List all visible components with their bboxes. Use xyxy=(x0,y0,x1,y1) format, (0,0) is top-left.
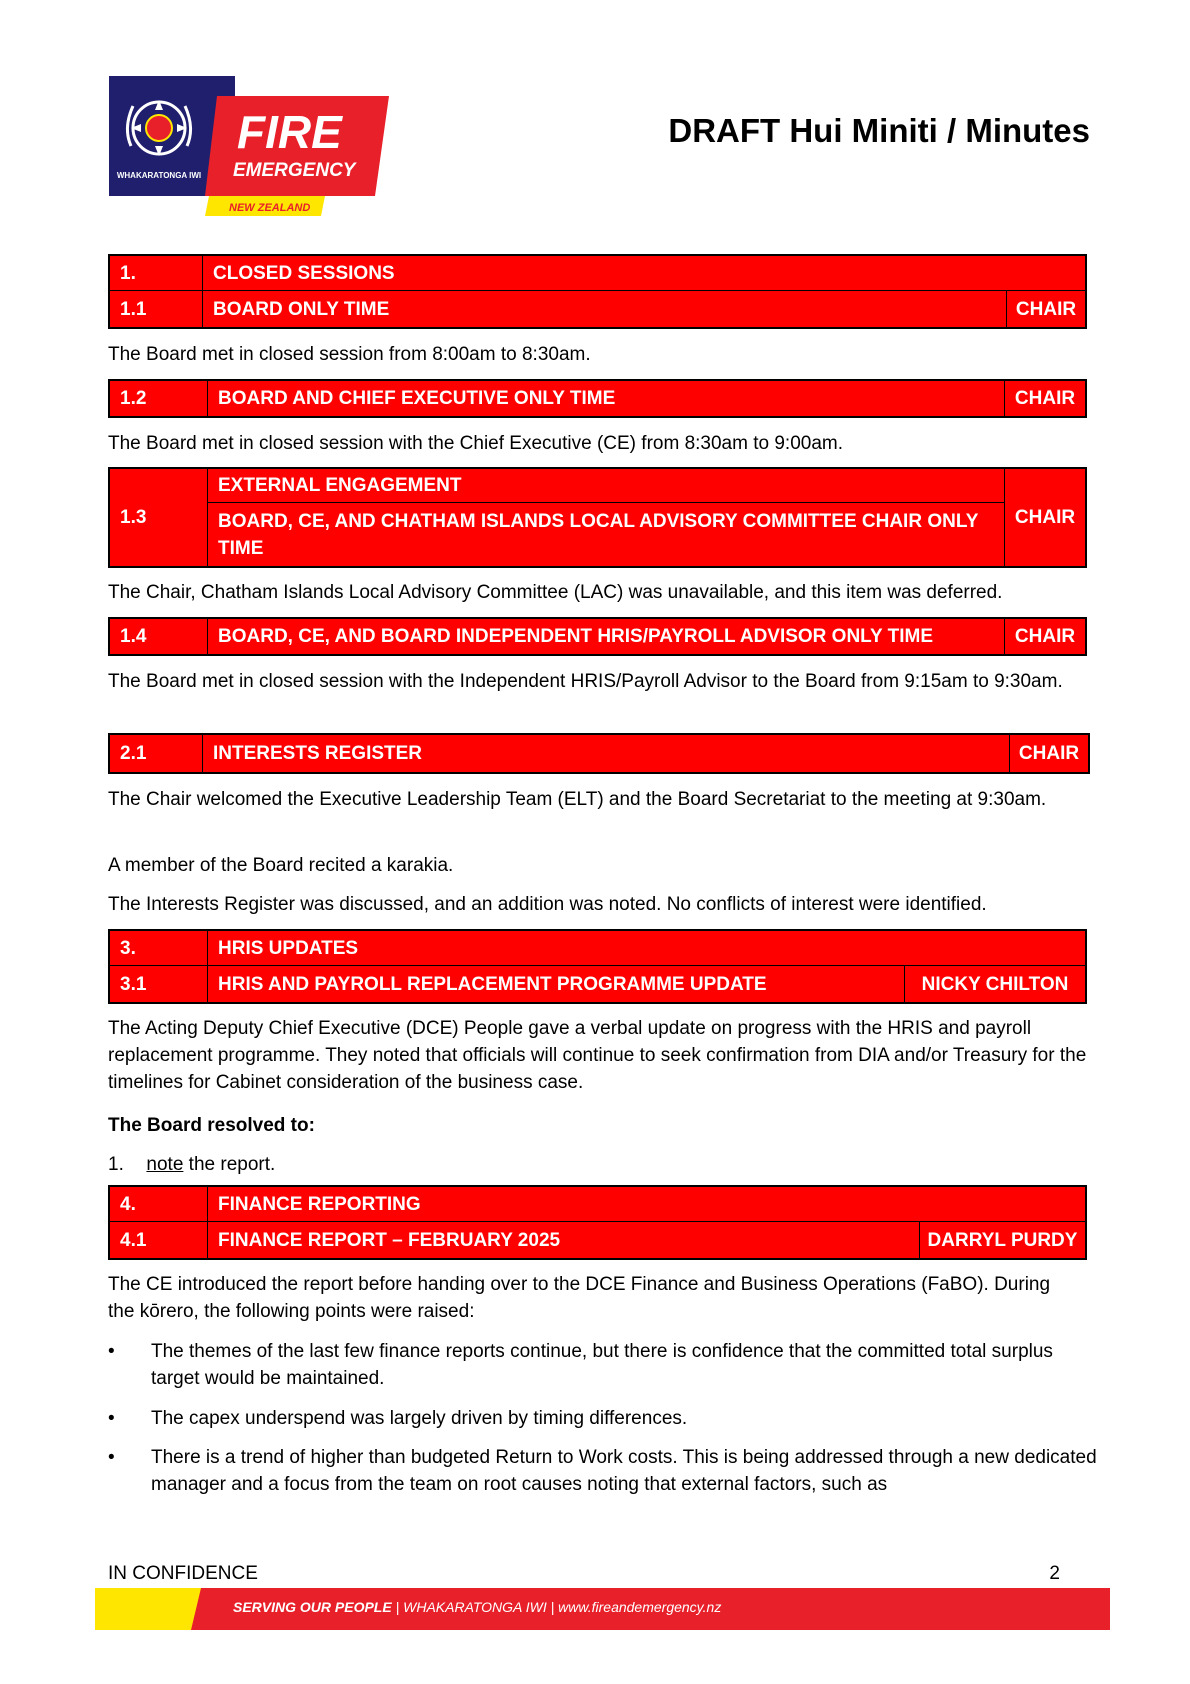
item-number: 1.1 xyxy=(110,291,203,327)
item-number: 4.1 xyxy=(110,1222,208,1258)
paragraph: The Board met in closed session with the Chief Executive (CE) from 8:30am to 9:00am. xyxy=(108,433,843,454)
item-number: 2.1 xyxy=(110,735,203,772)
resolution-verb: note xyxy=(146,1154,184,1175)
item-number: 1.3 xyxy=(110,469,208,566)
footer-stripe xyxy=(95,1588,1110,1630)
section-title: HRIS UPDATES xyxy=(218,937,359,959)
resolution-item xyxy=(108,1151,1098,1178)
section-header-3 xyxy=(108,929,1087,1004)
logo-country: NEW ZEALAND xyxy=(229,202,311,214)
logo-word-fire: FIRE xyxy=(237,106,342,158)
item-header-1-4 xyxy=(108,617,1087,656)
paragraph: The Chair welcomed the Executive Leadership Team (ELT) and the Board Secretariat to the meeting at 9:30am. xyxy=(108,789,1047,810)
item-owner: CHAIR xyxy=(1004,381,1085,416)
section-subheading: EXTERNAL ENGAGEMENT xyxy=(208,469,1004,503)
paragraph: The Board met in closed session from 8:00am to 8:30am. xyxy=(108,344,591,365)
item-header-1-2 xyxy=(108,379,1087,418)
item-owner: CHAIR xyxy=(1004,469,1085,566)
confidentiality-label: IN CONFIDENCE xyxy=(108,1563,258,1584)
section-title: CLOSED SESSIONS xyxy=(213,262,395,284)
item-header-2-1 xyxy=(108,733,1090,774)
section-number: 1. xyxy=(110,256,203,290)
page-title: DRAFT Hui Miniti / Minutes xyxy=(668,112,1090,149)
section-header-4 xyxy=(108,1185,1087,1260)
paragraph: The Board met in closed session with the Independent HRIS/Payroll Advisor to the Board from 9:15am to 9:30am. xyxy=(108,671,1063,692)
item-title: FINANCE REPORT – FEBRUARY 2025 xyxy=(218,1229,561,1251)
paragraph: The Chair, Chatham Islands Local Advisory Committee (LAC) was unavailable, and this item was deferred. xyxy=(108,582,1003,603)
item-owner: DARRYL PURDY xyxy=(919,1222,1085,1258)
paragraph: A member of the Board recited a karakia. xyxy=(108,855,454,876)
section-number: 4. xyxy=(110,1187,208,1221)
item-header-1-3 xyxy=(108,467,1087,568)
section-header-1 xyxy=(108,254,1087,329)
item-number: 1.2 xyxy=(110,381,208,416)
section-title: FINANCE REPORTING xyxy=(218,1193,421,1215)
fire-emergency-logo xyxy=(109,76,389,216)
item-title: BOARD ONLY TIME xyxy=(213,298,390,320)
bullet-icon: • xyxy=(108,1408,115,1429)
bullet-icon: • xyxy=(108,1341,115,1362)
item-owner: CHAIR xyxy=(1004,619,1085,654)
resolution-heading: The Board resolved to: xyxy=(108,1115,315,1136)
paragraph: The Acting Deputy Chief Executive (DCE) People gave a verbal update on progress with the HRIS and payroll replacement programme. They noted that officials will continue to seek confirmation from DIA and/or Treasury for the timelines for Cabinet consideration of the business case. xyxy=(108,1018,1087,1093)
logo-word-emergency: EMERGENCY xyxy=(233,160,356,181)
item-number: 3.1 xyxy=(110,966,208,1002)
item-owner: CHAIR xyxy=(1009,735,1088,772)
crest-caption: WHAKARATONGA IWI xyxy=(116,171,202,180)
bullet-icon: • xyxy=(108,1447,115,1468)
resolution-number: 1. xyxy=(108,1154,124,1175)
item-number: 1.4 xyxy=(110,619,208,654)
resolution-text: the report. xyxy=(183,1154,276,1175)
section-number: 3. xyxy=(110,931,208,965)
item-title: BOARD, CE, AND CHATHAM ISLANDS LOCAL ADVISORY COMMITTEE CHAIR ONLY TIME xyxy=(218,510,979,559)
paragraph: The Interests Register was discussed, and an addition was noted. No conflicts of interest were identified. xyxy=(108,894,987,915)
item-title: HRIS AND PAYROLL REPLACEMENT PROGRAMME UPDATE xyxy=(218,973,767,995)
item-title: BOARD, CE, AND BOARD INDEPENDENT HRIS/PAYROLL ADVISOR ONLY TIME xyxy=(218,626,934,647)
footer-slogan: SERVING OUR PEOPLE | WHAKARATONGA IWI | www.fireandemergency.nz xyxy=(233,1599,722,1615)
item-title: INTERESTS REGISTER xyxy=(213,743,423,764)
item-owner: CHAIR xyxy=(1006,291,1085,327)
page-number: 2 xyxy=(1049,1563,1060,1584)
paragraph: The CE introduced the report before handing over to the DCE Finance and Business Operations (FaBO). During the kōrero, the following points were raised: xyxy=(108,1274,1051,1322)
item-title: BOARD AND CHIEF EXECUTIVE ONLY TIME xyxy=(218,388,616,409)
item-owner: NICKY CHILTON xyxy=(904,966,1085,1002)
